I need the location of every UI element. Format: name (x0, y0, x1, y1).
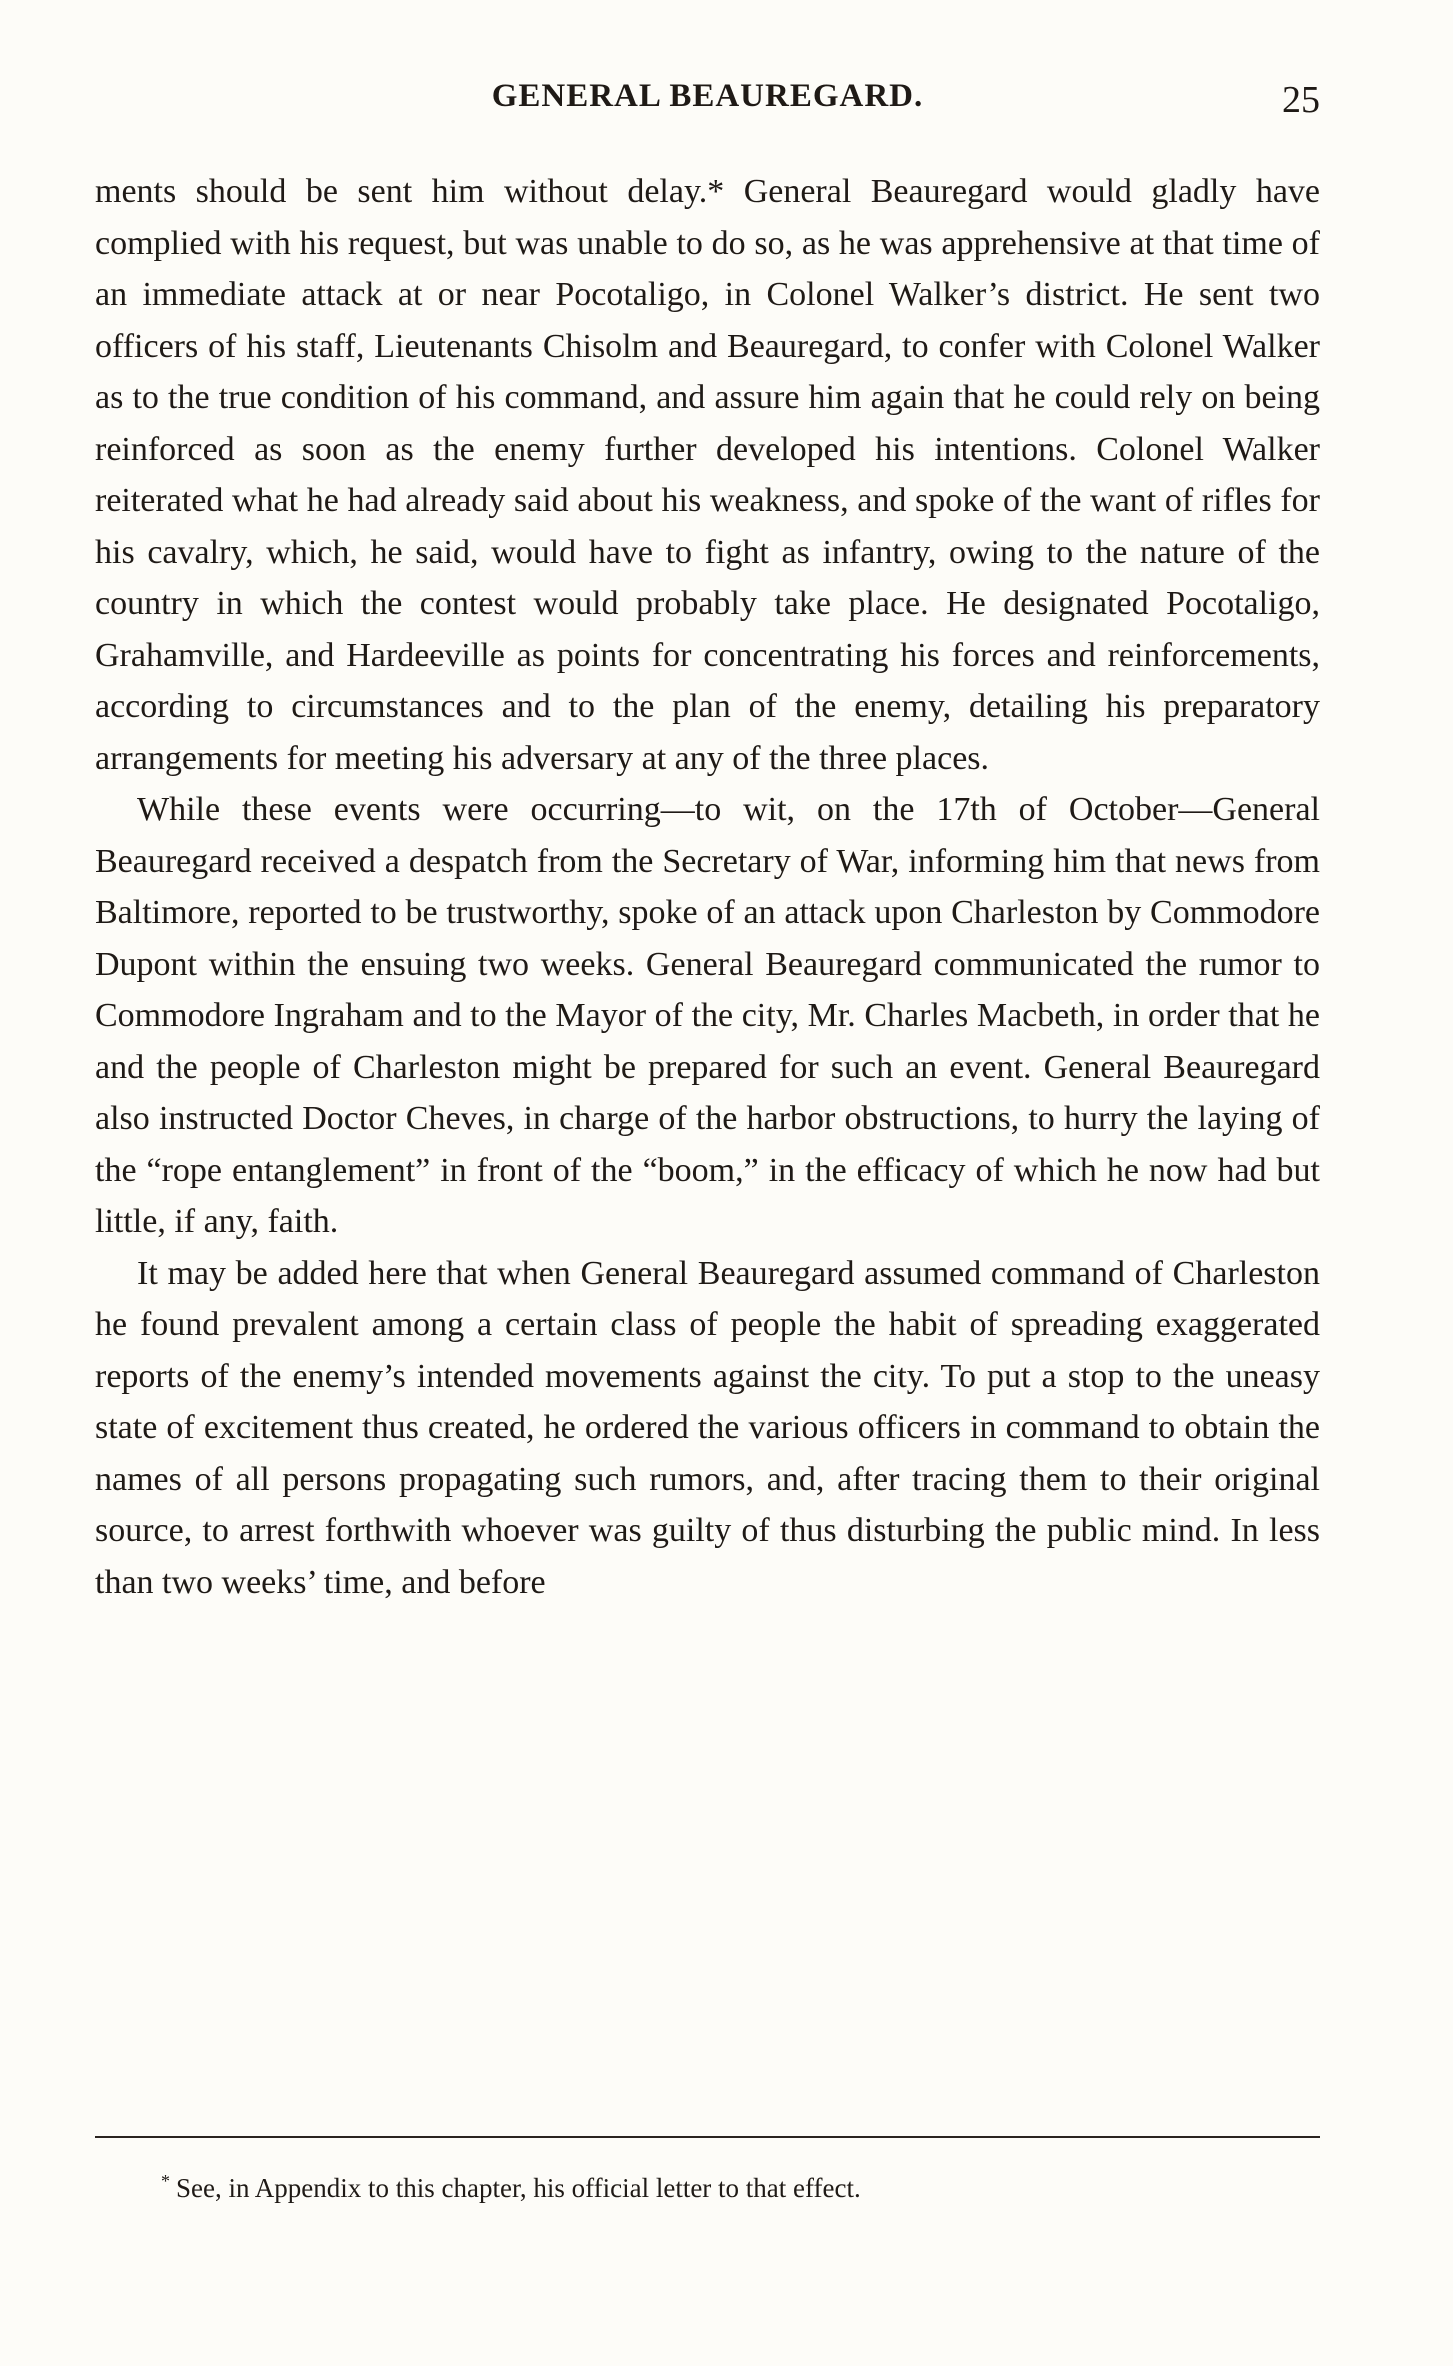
book-page (95, 0, 1320, 2366)
running-header (95, 78, 1320, 128)
footnote-text: See, in Appendix to this chapter, his official letter to that effect. (176, 2173, 861, 2203)
footnote-divider (95, 2136, 1320, 2138)
footnote (95, 2163, 1320, 2206)
running-title: GENERAL BEAUREGARD. (491, 78, 924, 114)
body-text (95, 166, 1320, 1608)
footnote-marker: * (161, 2171, 170, 2191)
paragraph: ments should be sent him without delay.* General Beauregard would gladly have complied with his request, but was unable to do so, as he was apprehensive at that time of an immediate attack at or near Pocotaligo, in Colonel Walker’s district. He sent two officers of his staff, Lieutenants Chisolm and Beauregard, to confer with Colonel Walker as to the true condition of his command, and assure him again that he could rely on being reinforced as soon as the enemy further developed his intentions. Colonel Walker reiterated what he had already said about his weakness, and spoke of the want of rifles for his cavalry, which, he said, would have to fight as infantry, owing to the nature of the country in which the contest would probably take place. He designated Pocotaligo, Grahamville, and Hardeeville as points for concentrating his forces and reinforcements, according to circumstances and to the plan of the enemy, detailing his preparatory arrangements for meeting his adversary at any of the three places. (95, 173, 1320, 777)
paragraph: While these events were occurring—to wit, on the 17th of October—General Beauregard received a despatch from the Secretary of War, informing him that news from Baltimore, reported to be trustworthy, spoke of an attack upon Charleston by Commodore Dupont within the ensuing two weeks. General Beauregard communicated the rumor to Commodore Ingraham and to the Mayor of the city, Mr. Charles Macbeth, in order that he and the people of Charleston might be prepared for such an event. General Beauregard also instructed Doctor Cheves, in charge of the harbor obstructions, to hurry the laying of the “rope entanglement” in front of the “boom,” in the efficacy of which he now had but little, if any, faith. (95, 791, 1320, 1240)
paragraph: It may be added here that when General Beauregard assumed command of Charleston he found prevalent among a certain class of people the habit of spreading exaggerated reports of the enemy’s intended movements against the city. To put a stop to the uneasy state of excitement thus created, he ordered the various officers in command to obtain the names of all persons propagating such rumors, and, after tracing them to their original source, to arrest forthwith whoever was guilty of thus disturbing the public mind. In less than two weeks’ time, and before (95, 1254, 1320, 1601)
page-number: 25 (1282, 79, 1320, 121)
